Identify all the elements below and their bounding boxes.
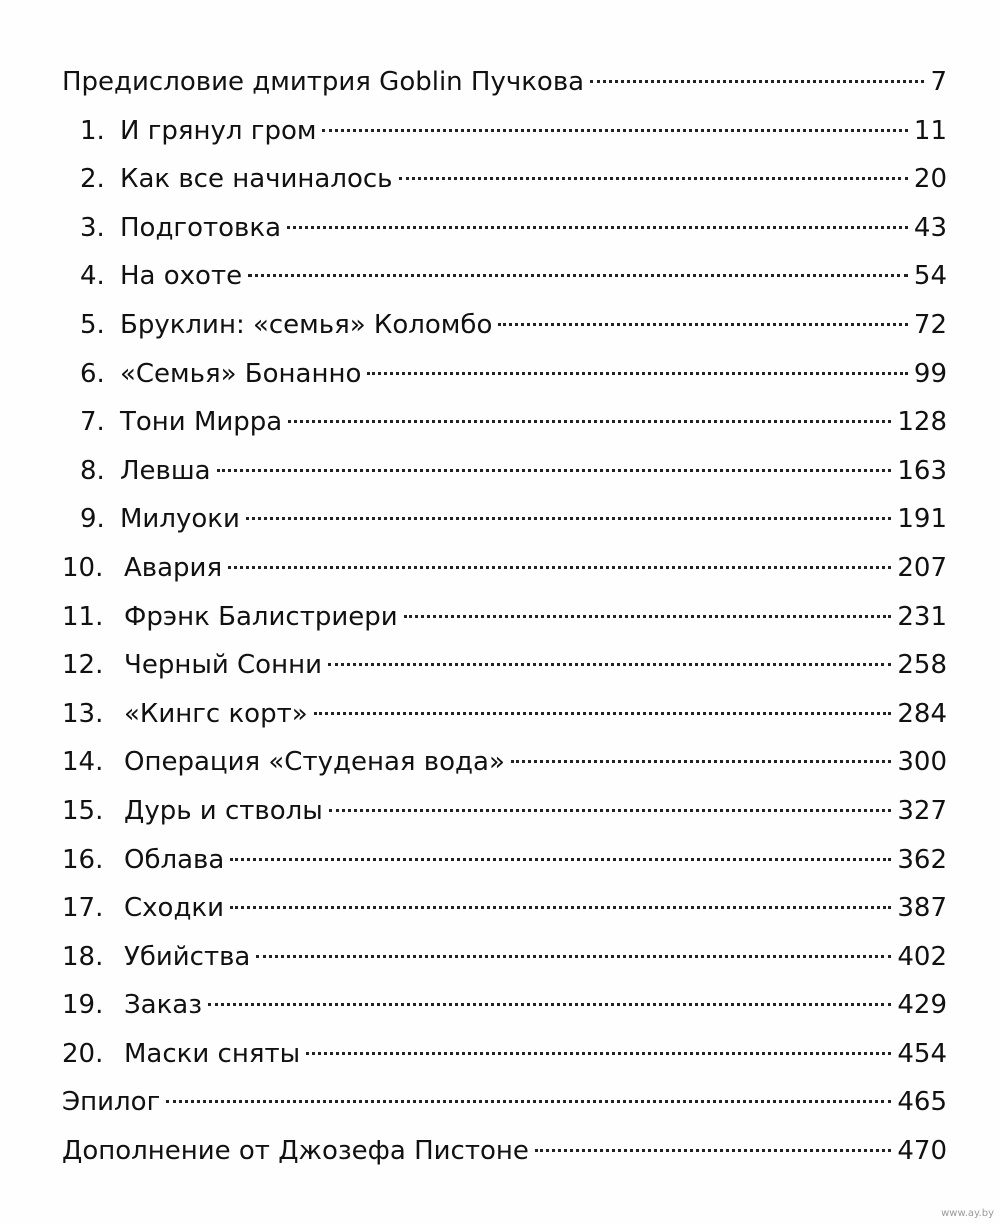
toc-entry-page: 387: [897, 893, 947, 924]
toc-entry-title: Бруклин: «семья» Коломбо: [120, 309, 493, 340]
toc-entry-title: «Кингс корт»: [124, 698, 308, 729]
toc-entry-title: Предисловие дмитрия Goblin Пучкова: [62, 67, 585, 97]
dot-leader: [367, 372, 908, 375]
table-of-contents: [62, 58, 947, 1176]
chapter-number: 8.: [80, 455, 105, 486]
toc-entry-title: Убийства: [124, 941, 251, 972]
toc-entry-chapter: [62, 447, 947, 496]
toc-entry-page: 43: [913, 212, 947, 243]
toc-entry-chapter: [62, 350, 947, 399]
toc-entry-page: 258: [897, 650, 947, 681]
dot-leader: [217, 469, 892, 472]
toc-entry-chapter: [62, 544, 947, 593]
chapter-number: 10.: [62, 552, 104, 583]
toc-entry-title: Как все начиналось: [120, 164, 393, 195]
dot-leader: [322, 129, 907, 132]
toc-entry-chapter: [62, 107, 947, 156]
dot-leader: [314, 712, 892, 715]
toc-entry-page: 402: [897, 941, 947, 972]
dot-leader: [329, 809, 892, 812]
toc-entry-page: 99: [913, 358, 947, 389]
toc-entry-page: 465: [897, 1087, 947, 1118]
dot-leader: [399, 177, 908, 180]
dot-leader: [228, 566, 891, 569]
toc-entry-page: 327: [897, 795, 947, 826]
chapter-number: 17.: [62, 893, 104, 924]
toc-entry-chapter: [62, 836, 947, 885]
chapter-number: 14.: [62, 747, 104, 778]
dot-leader: [230, 858, 891, 861]
toc-entry-page: 54: [913, 261, 947, 292]
toc-entry-title: Облава: [124, 844, 225, 875]
toc-entry-title: Подготовка: [120, 212, 282, 243]
toc-entry-chapter: [62, 204, 947, 253]
toc-entry-title: Сходки: [124, 893, 225, 924]
watermark: www.ay.by: [941, 1208, 994, 1219]
chapter-number: 11.: [62, 601, 104, 632]
dot-leader: [287, 226, 908, 229]
dot-leader: [404, 615, 892, 618]
toc-entry-page: 284: [897, 698, 947, 729]
toc-entry-title: Дополнение от Джозефа Пистоне: [62, 1136, 529, 1167]
chapter-number: 4.: [80, 261, 105, 292]
chapter-number: 16.: [62, 844, 104, 875]
toc-entry-epilogue: [62, 1078, 947, 1127]
dot-leader: [246, 517, 892, 520]
toc-entry-title: Тони Мирра: [120, 407, 283, 438]
toc-entry-page: 429: [897, 990, 947, 1021]
toc-entry-chapter: [62, 495, 947, 544]
chapter-number: 13.: [62, 698, 104, 729]
toc-entry-appendix: [62, 1127, 947, 1176]
toc-entry-page: 470: [897, 1136, 947, 1167]
toc-entry-chapter: [62, 593, 947, 642]
toc-entry-title: И грянул гром: [120, 115, 317, 146]
toc-entry-page: 72: [913, 309, 947, 340]
chapter-number: 15.: [62, 795, 104, 826]
dot-leader: [306, 1052, 891, 1055]
toc-entry-preface: [62, 58, 947, 107]
toc-entry-chapter: [62, 884, 947, 933]
toc-entry-title: На охоте: [120, 261, 243, 292]
dot-leader: [256, 955, 891, 958]
dot-leader: [535, 1149, 891, 1152]
toc-entry-page: 191: [897, 504, 947, 535]
dot-leader: [166, 1100, 891, 1103]
chapter-number: 7.: [80, 407, 105, 438]
chapter-number: 3.: [80, 212, 105, 243]
chapter-number: 5.: [80, 309, 105, 340]
toc-entry-title: Операция «Студеная вода»: [124, 747, 505, 778]
toc-entry-chapter: [62, 398, 947, 447]
toc-entry-title: «Семья» Бонанно: [120, 358, 362, 389]
toc-entry-title: Заказ: [124, 990, 203, 1021]
toc-entry-chapter: [62, 1030, 947, 1079]
toc-entry-page: 128: [897, 407, 947, 438]
toc-entry-chapter: [62, 155, 947, 204]
toc-entry-title: Левша: [120, 455, 211, 486]
toc-entry-title: Эпилог: [62, 1087, 161, 1118]
dot-leader: [230, 906, 891, 909]
dot-leader: [511, 760, 892, 763]
toc-entry-chapter: [62, 933, 947, 982]
chapter-number: 9.: [80, 504, 105, 535]
chapter-number: 18.: [62, 941, 104, 972]
toc-entry-page: 20: [913, 164, 947, 195]
toc-entry-page: 163: [897, 455, 947, 486]
toc-entry-chapter: [62, 787, 947, 836]
toc-entry-title: Фрэнк Балистриери: [124, 601, 398, 632]
toc-entry-page: 7: [930, 67, 947, 97]
chapter-number: 1.: [80, 115, 105, 146]
toc-entry-page: 11: [913, 115, 947, 146]
dot-leader: [590, 80, 924, 83]
chapter-number: 19.: [62, 990, 104, 1021]
toc-entry-page: 300: [897, 747, 947, 778]
chapter-number: 12.: [62, 650, 104, 681]
dot-leader: [248, 274, 908, 277]
toc-entry-chapter: [62, 981, 947, 1030]
toc-entry-page: 362: [897, 844, 947, 875]
dot-leader: [328, 663, 891, 666]
toc-entry-page: 207: [897, 552, 947, 583]
toc-entry-chapter: [62, 690, 947, 739]
toc-entry-title: Милуоки: [120, 504, 240, 535]
toc-entry-page: 454: [897, 1038, 947, 1069]
dot-leader: [288, 420, 891, 423]
chapter-number: 20.: [62, 1038, 104, 1069]
toc-entry-title: Дурь и стволы: [124, 795, 323, 826]
toc-entry-chapter: [62, 641, 947, 690]
toc-entry-title: Авария: [124, 552, 223, 583]
dot-leader: [498, 323, 908, 326]
toc-entry-chapter: [62, 738, 947, 787]
chapter-number: 6.: [80, 358, 105, 389]
chapter-number: 2.: [80, 164, 105, 195]
toc-entry-title: Маски сняты: [124, 1038, 301, 1069]
toc-entry-chapter: [62, 252, 947, 301]
dot-leader: [208, 1003, 891, 1006]
toc-entry-title: Черный Сонни: [124, 650, 322, 681]
toc-entry-page: 231: [897, 601, 947, 632]
toc-entry-chapter: [62, 301, 947, 350]
